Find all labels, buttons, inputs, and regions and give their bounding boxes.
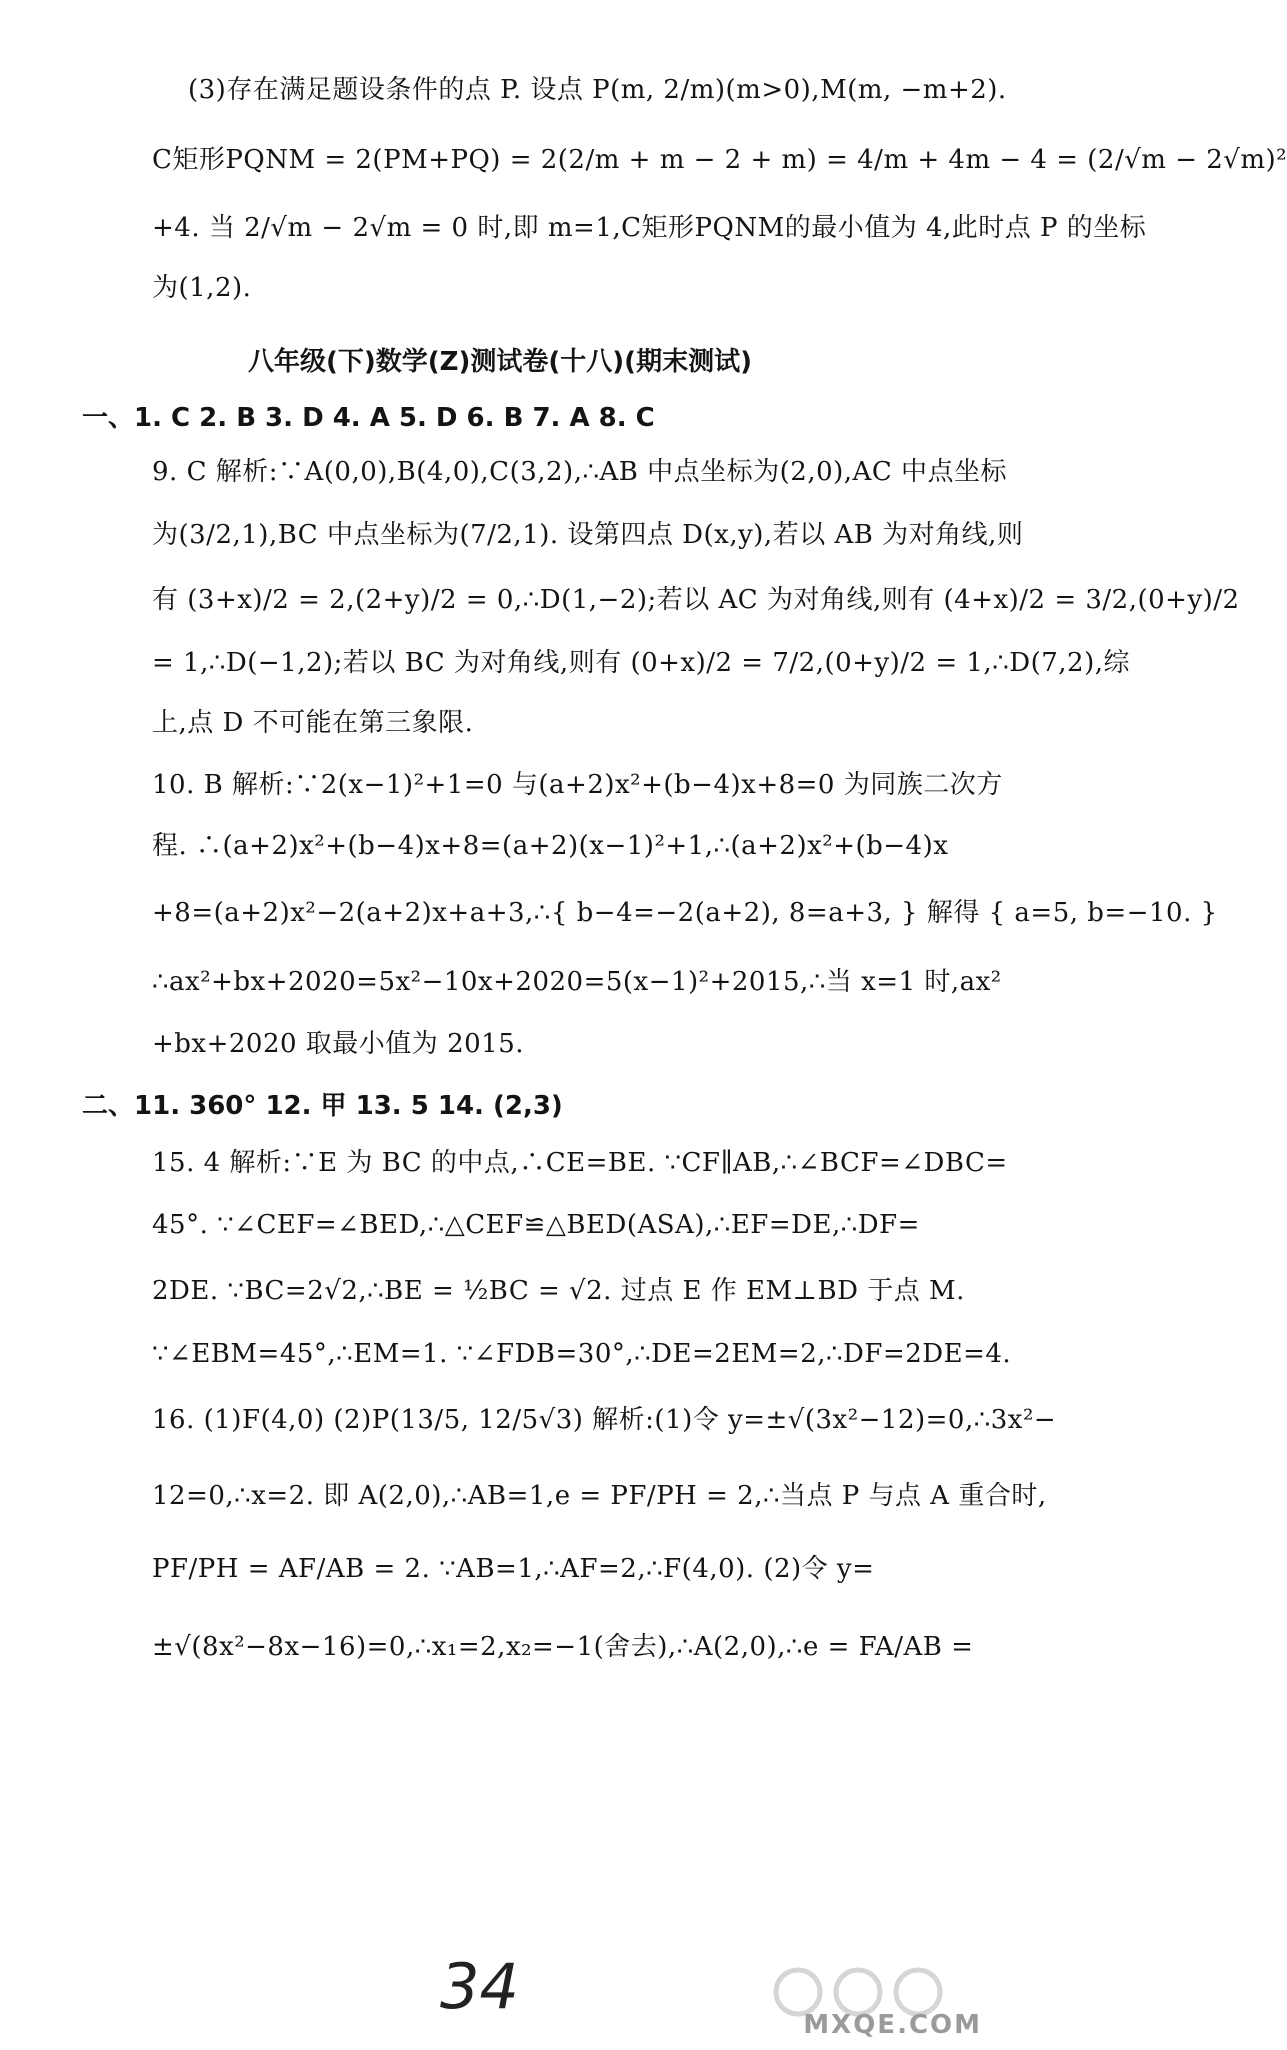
q16-line-3: PF/PH = AF/AB = 2. ∵AB=1,∴AF=2,∴F(4,0). (2)令 y= (152, 1554, 875, 1584)
q15-line-2: 45°. ∵∠CEF=∠BED,∴△CEF≌△BED(ASA),∴EF=DE,∴DF= (152, 1210, 920, 1240)
section1 (82, 398, 655, 438)
q9-line-1: 9. C 解析:∵A(0,0),B(4,0),C(3,2),∴AB 中点坐标为(2,0),AC 中点坐标 (152, 457, 1007, 487)
q9-line-4: = 1,∴D(−1,2);若以 BC 为对角线,则有 (0+x)/2 = 7/2,(0+y)/2 = 1,∴D(7,2),综 (152, 648, 1130, 678)
q10-line-4: ∴ax²+bx+2020=5x²−10x+2020=5(x−1)²+2015,∴当 x=1 时,ax² (152, 967, 1002, 997)
top-line-4: 为(1,2). (152, 273, 252, 303)
q9-line-5: 上,点 D 不可能在第三象限. (152, 708, 474, 738)
q15-line-4: ∵∠EBM=45°,∴EM=1. ∵∠FDB=30°,∴DE=2EM=2,∴DF=2DE=4. (152, 1339, 1012, 1369)
test-title: 八年级(下)数学(Z)测试卷(十八)(期末测试) (248, 347, 752, 377)
q10-line-2: 程. ∴(a+2)x²+(b−4)x+8=(a+2)(x−1)²+1,∴(a+2)x²+(b−4)x (152, 831, 949, 861)
section1-label: 一、 (82, 403, 135, 433)
section2-answers: 11. 360° 12. 甲 13. 5 14. (2,3) (134, 1091, 563, 1121)
q10-line-3: +8=(a+2)x²−2(a+2)x+a+3,∴{ b−4=−2(a+2), 8=a+3, } 解得 { a=5, b=−10. } (152, 898, 1218, 928)
q15-line-1: 15. 4 解析:∵E 为 BC 的中点,∴CE=BE. ∵CF∥AB,∴∠BCF=∠DBC= (152, 1148, 1008, 1178)
top-line-2: C矩形PQNM = 2(PM+PQ) = 2(2/m + m − 2 + m) = 4/m + 4m − 4 = (2/√m − 2√m)² (152, 145, 1287, 175)
watermark-text: MXQE.COM (803, 2010, 982, 2040)
section2-label: 二、 (82, 1091, 135, 1121)
q16-line-2: 12=0,∴x=2. 即 A(2,0),∴AB=1,e = PF/PH = 2,∴当点 P 与点 A 重合时, (152, 1481, 1047, 1511)
top-line-3: +4. 当 2/√m − 2√m = 0 时,即 m=1,C矩形PQNM的最小值为 4,此时点 P 的坐标 (152, 213, 1147, 243)
section2 (82, 1086, 563, 1126)
q16-line-1: 16. (1)F(4,0) (2)P(13/5, 12/5√3) 解析:(1)令 y=±√(3x²−12)=0,∴3x²− (152, 1405, 1057, 1435)
q9-line-2: 为(3/2,1),BC 中点坐标为(7/2,1). 设第四点 D(x,y),若以 AB 为对角线,则 (152, 520, 1024, 550)
q9-line-3: 有 (3+x)/2 = 2,(2+y)/2 = 0,∴D(1,−2);若以 AC 为对角线,则有 (4+x)/2 = 3/2,(0+y)/2 (152, 585, 1240, 615)
q16-line-4: ±√(8x²−8x−16)=0,∴x₁=2,x₂=−1(舍去),∴A(2,0),∴e = FA/AB = (152, 1632, 974, 1662)
q10-line-5: +bx+2020 取最小值为 2015. (152, 1029, 525, 1059)
section1-answers: 1. C 2. B 3. D 4. A 5. D 6. B 7. A 8. C (134, 403, 655, 433)
q10-line-1: 10. B 解析:∵2(x−1)²+1=0 与(a+2)x²+(b−4)x+8=0 为同族二次方 (152, 770, 1003, 800)
page-number: 34 (440, 1950, 519, 2023)
top-line-1: (3)存在满足题设条件的点 P. 设点 P(m, 2/m)(m>0),M(m, −m+2). (188, 75, 1007, 105)
q15-line-3: 2DE. ∵BC=2√2,∴BE = ½BC = √2. 过点 E 作 EM⊥BD 于点 M. (152, 1276, 965, 1306)
